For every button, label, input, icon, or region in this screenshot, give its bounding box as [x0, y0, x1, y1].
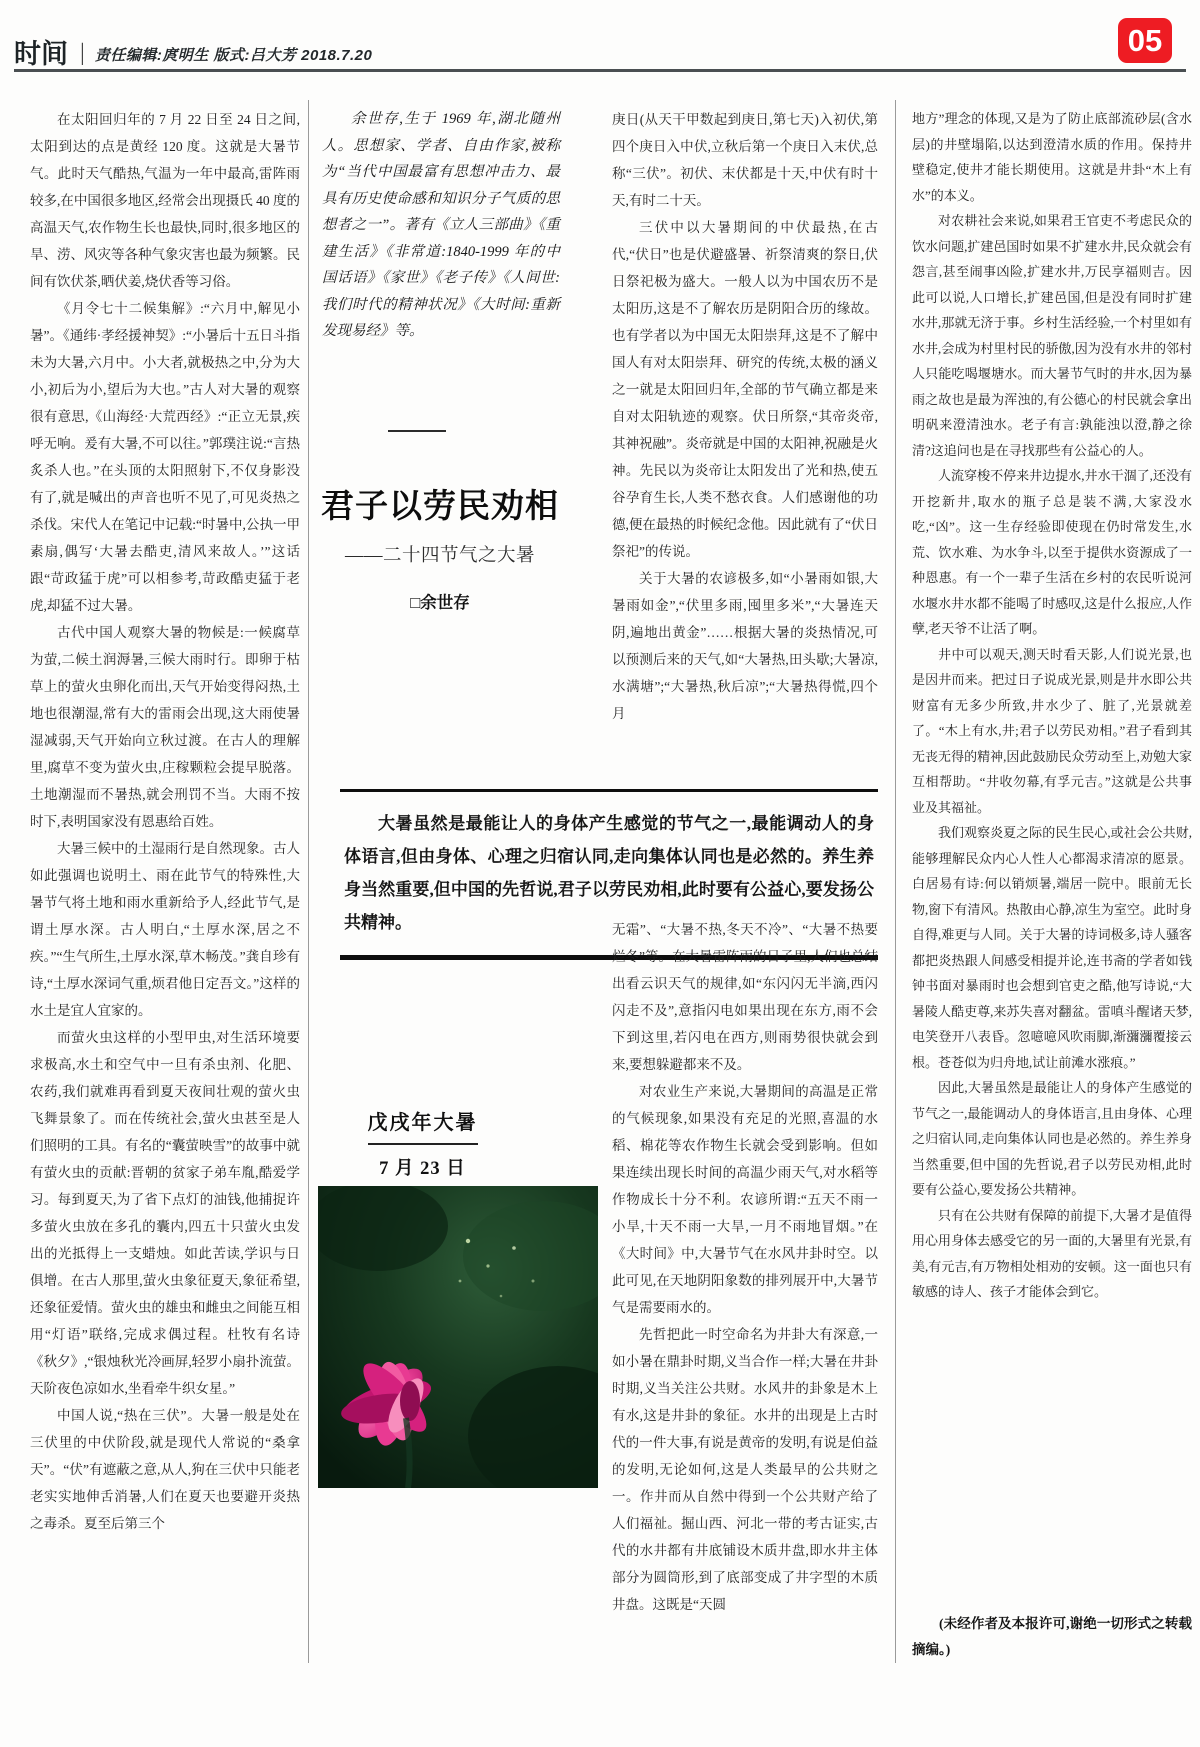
- paragraph: 关于大暑的农谚极多,如“小暑雨如银,大暑雨如金”,“伏里多雨,囤里多米”,“大暑连天阴,遍地出黄金”……根据大暑的炎热情况,可以预测后来的天气,如“大暑热,田头歇;大暑凉,水满塘”;“大暑热,秋后凉”;“大暑热得慌,四个月: [612, 571, 878, 721]
- header-separator: |: [80, 40, 85, 66]
- column-3-upper: [612, 106, 878, 789]
- paragraph: 对农耕社会来说,如果君王官吏不考虑民众的饮水问题,扩建邑国时如果不扩建水井,民众就会有怨言,甚至闹事凶险,扩建水井,万民享福则吉。因此可以说,人口增长,扩建邑国,但是没有同时扩建水井,那就无济于事。乡村生活经验,一个村里如有水井,会成为村里村民的骄傲,因为没有水井的邻村人只能吃喝堰塘水。而大暑节气时的井水,因为暴雨之故也是最为浑浊的,有公德心的村民就会拿出明矾来澄清浊水。老子有言:孰能浊以澄,静之徐清?这追问也是在寻找那些有公益心的人。: [912, 213, 1192, 458]
- article-title: 君子以劳民劝相: [321, 489, 559, 525]
- column-1: [30, 106, 300, 1663]
- title-block: [318, 486, 562, 613]
- column-divider-left: [308, 100, 309, 1663]
- paragraph: 只有在公共财有保障的前提下,大暑才是值得用心用身体去感受它的另一面的,大暑里有光景,有美,有元吉,有万物相处相劝的安顿。这一面也只有敏感的诗人、孩子才能体会到它。: [912, 1207, 1192, 1299]
- paragraph: 中国人说,“热在三伏”。大暑一般是处在三伏里的中伏阶段,就是现代人常说的“桑拿天”。“伏”有遮蔽之意,从人,狗在三伏中只能老老实实地伸舌消暑,人们在夏天也要避开炎热之毒杀。夏至后第三个: [30, 1408, 300, 1531]
- paragraph: 因此,大暑虽然是最能让人的身体产生感觉的节气之一,最能调动人的身体语言,且由身体、心理之归宿认同,走向集体认同也是必然的。养生养身当然重要,但中国的先哲说,君子以劳民劝相,此时要有公益心,要发扬公共精神。: [912, 1080, 1192, 1197]
- article-subtitle: ——二十四节气之大暑: [344, 545, 535, 566]
- paragraph: 人流穿梭不停来井边提水,井水干涸了,还没有开挖新井,取水的瓶子总是装不满,大家没水吃,“凶”。这一生存经验即使现在仍时常发生,水荒、饮水难、为水争斗,以至于提供水资源成了一种恩惠。有一个一辈子生活在乡村的农民听说河水堰水井水都不能喝了时感叹,这是什么报应,人作孽,老天爷不让活了啊。: [912, 468, 1192, 636]
- paragraph: 而萤火虫这样的小型甲虫,对生活环境要求极高,水土和空气中一旦有杀虫剂、化肥、农药,我们就难再看到夏天夜间壮观的萤火虫飞舞景象了。而在传统社会,萤火虫甚至是人们照明的工具。有名的“囊萤映雪”的故事中就有萤火虫的贡献:晋朝的贫家子弟车胤,酷爱学习。每到夏天,为了省下点灯的油钱,他捕捉许多萤火虫放在多孔的囊内,四五十只萤火虫发出的光抵得上一支蜡烛。如此苦读,学识与日俱增。在古人那里,萤火虫象征夏天,象征希望,还象征爱情。萤火虫的雄虫和雌虫之间能互相用“灯语”联络,完成求偶过程。杜牧有名诗《秋夕》,“银烛秋光冷画屏,轻罗小扇扑流萤。天阶夜色凉如水,坐看牵牛织女星。”: [30, 1030, 300, 1396]
- author-bio-text: 余世存,生于 1969 年,湖北随州人。思想家、学者、自由作家,被称为“当代中国最富有思想冲击力、最具有历史使命感和知识分子气质的思想者之一”。著有《立人三部曲》《重建生活》《非常道:1840-1999 年的中国话语》《家世》《老子传》《人间世:我们时代的精神状况》《大时间:重新发现易经》等。: [322, 111, 560, 339]
- masthead: [14, 30, 1186, 68]
- paragraph: 《月令七十二候集解》:“六月中,解见小暑”。《通纬·孝经援神契》:“小暑后十五日斗指未为大暑,六月中。小大者,就极热之中,分为大小,初后为小,望后为大也。”古人对大暑的观察很有意思,《山海经·大荒西经》:“正立无景,疾呼无响。爰有大暑,不可以往。”郭璞注说:“言热炙杀人也。”在头顶的太阳照射下,不仅身影没有了,就是喊出的声音也听不见了,可见炎热之杀伐。宋代人在笔记中记载:“时暑中,公执一甲素扇,偶写‘大暑去酷吏,清风来故人。’”这话跟“苛政猛于虎”可以相参考,苛政酷吏猛于老虎,却猛不过大暑。: [30, 301, 300, 613]
- section-title: 时间: [14, 39, 68, 69]
- column-divider-right: [895, 100, 896, 1663]
- paragraph: 我们观察炎夏之际的民生民心,或社会公共财,能够理解民众内心人性人心都渴求清凉的愿景。白居易有诗:何以销烦暑,端居一院中。眼前无长物,窗下有清风。热散由心静,凉生为室空。此时身自得,难更与人同。关于大暑的诗词极多,诗人骚客都把炎热跟人间感受相提并论,连书斋的学者如钱钟书面对暴雨时也会想到官吏之酷,他写诗说,“大暑陵人酷吏尊,来苏失喜对翻盆。雷嗔斗醒诸天梦,电笑登开八表昏。忽噫噫风吹雨脚,渐瀰瀰覆接云根。苍苍似为归舟地,试让前滩水涨痕。”: [912, 825, 1192, 1070]
- header-rule: [14, 69, 1186, 72]
- paragraph: 在太阳回归年的 7 月 22 日至 24 日之间,太阳到达的点是黄经 120 度。这就是大暑节气。此时天气酷热,气温为一年中最高,雷阵雨较多,在中国很多地区,经常会出现摄氏 40 度的高温天气,农作物生长也最快,同时,很多地区的旱、涝、风灾等各种气象灾害也最为频繁。民间有饮伏茶,晒伏姜,烧伏香等习俗。: [30, 112, 300, 289]
- pull-quote-text: 大暑虽然是最能让人的身体产生感觉的节气之一,最能调动人的身体语言,但由身体、心理之归宿认同,走向集体认同也是必然的。养生养身当然重要,但中国的先哲说,君子以劳民劝相,此时要有公益心,要发扬公共精神。: [344, 814, 874, 932]
- solar-term-name: 戊戌年大暑: [368, 1106, 478, 1145]
- author-bio: [322, 106, 560, 345]
- solar-term-date-block: [330, 1106, 515, 1180]
- bio-divider-rule: [388, 430, 446, 432]
- paragraph: 大暑三候中的土湿雨行是自然现象。古人如此强调也说明土、雨在此节气的特殊性,大暑节气将土地和雨水重新给予人,经此节气,是谓土厚水深。古人明白,“土厚水深,居之不疾。”“生气所生,土厚水深,草木畅茂。”龚自珍有诗,“土厚水深词气重,烦君他日定吾文。”这样的水土是宜人宜家的。: [30, 841, 300, 1018]
- article-byline: □余世存: [410, 592, 470, 612]
- paragraph: 对农业生产来说,大暑期间的高温是正常的气候现象,如果没有充足的光照,喜温的水稻、棉花等农作物生长就会受到影响。但如果连续出现长时间的高温少雨天气,对水稻等作物成长十分不利。农谚所谓:“五天不雨一小旱,十天不雨一大旱,一月不雨地冒烟。”在《大时间》中,大暑节气在水风井卦时空。以此可见,在天地阴阳象数的排列展开中,大暑节气是需要雨水的。: [612, 1084, 878, 1315]
- paragraph: 无霜”、“大暑不热,冬天不冷”、“大暑不热要烂冬”等。在大暑雷阵雨的日子里,人们也总结出看云识天气的规律,如“东闪闪无半滴,西闪闪走不及”,意指闪电如果出现在东方,雨不会下到这里,若闪电在西方,则雨势很快就会到来,要想躲避都来不及。: [612, 922, 878, 1072]
- column-4-paragraphs: [912, 106, 1192, 1611]
- lotus-photo: [318, 1186, 598, 1488]
- editor-line: 责任编辑:庹明生 版式:吕大芳 2018.7.20: [94, 47, 373, 64]
- paragraph: 地方”理念的体现,又是为了防止底部流砂层(含水层)的井壁塌陷,以达到澄清水质的作用。保持井壁稳定,使井才能长期使用。这就是井卦“木上有水”的本义。: [912, 111, 1192, 203]
- solar-term-date: 7 月 23 日: [379, 1159, 466, 1179]
- lotus-illustration: [318, 1186, 598, 1488]
- paragraph: 庚日(从天干甲数起到庚日,第七天)入初伏,第四个庚日入中伏,立秋后第一个庚日入末伏,总称“三伏”。初伏、末伏都是十天,中伏有时十天,有时二十天。: [612, 112, 878, 208]
- column-4: [912, 106, 1192, 1663]
- paragraph: 先哲把此一时空命名为井卦大有深意,一如小暑在鼎卦时期,义当合作一样;大暑在井卦时期,义当关注公共财。水风井的卦象是木上有水,这是井卦的象征。水井的出现是上古时代的一件大事,有说是黄帝的发明,有说是伯益的发明,无论如何,这是人类最早的公共财之一。作井而从自然中得到一个公共财产给了人们福祉。掘山西、河北一带的考古证实,古代的水井都有井底铺设木质井盘,即水井主体部分为圆筒形,到了底部变成了井字型的木质井盘。这既是“天圆: [612, 1327, 878, 1612]
- copyright-notice: (未经作者及本报许可,谢绝一切形式之转载摘编。): [912, 1616, 1192, 1657]
- paragraph: 古代中国人观察大暑的物候是:一候腐草为萤,二候土润溽暑,三候大雨时行。即卵于枯草上的萤火虫卵化而出,天气开始变得闷热,土地也很潮湿,常有大的雷雨会出现,这大雨使暑湿减弱,天气开始向立秋过渡。在古人的理解里,腐草不变为萤火虫,庄稼颗粒会提早脱落。土地潮湿而不暑热,就会刑罚不当。大雨不按时下,表明国家没有恩惠给百姓。: [30, 625, 300, 829]
- paragraph: 三伏中以大暑期间的中伏最热,在古代,“伏日”也是伏避盛暑、祈祭清爽的祭日,伏日祭祀极为盛大。一般人以为中国农历不是太阳历,这是不了解农历是阴阳合历的缘故。也有学者以为中国无太阳崇拜,这是不了解中国人有对太阳崇拜、研究的传统,太极的涵义之一就是太阳回归年,全部的节气确立都是来自对太阳轨迹的观察。伏日所祭,“其帝炎帝,其神祝融”。炎帝就是中国的太阳神,祝融是火神。先民以为炎帝让太阳发出了光和热,使五谷孕育生长,人类不愁衣食。人们感谢他的功德,便在最热的时候纪念他。因此就有了“伏日祭祀”的传说。: [612, 220, 878, 559]
- column-3-lower: [612, 916, 878, 1663]
- page-number-badge: 05: [1118, 18, 1172, 63]
- paragraph: 井中可以观天,测天时看天影,人们说光景,也是因井而来。把过日子说成光景,则是井水即公共财富有无多少所致,井水少了、脏了,光景就差了。“木上有水,井;君子以劳民劝相。”君子看到其无丧无得的精神,因此鼓励民众劳动至上,劝勉大家互相帮助。“井收勿幕,有孚元吉。”这就是公共事业及其福祉。: [912, 646, 1192, 815]
